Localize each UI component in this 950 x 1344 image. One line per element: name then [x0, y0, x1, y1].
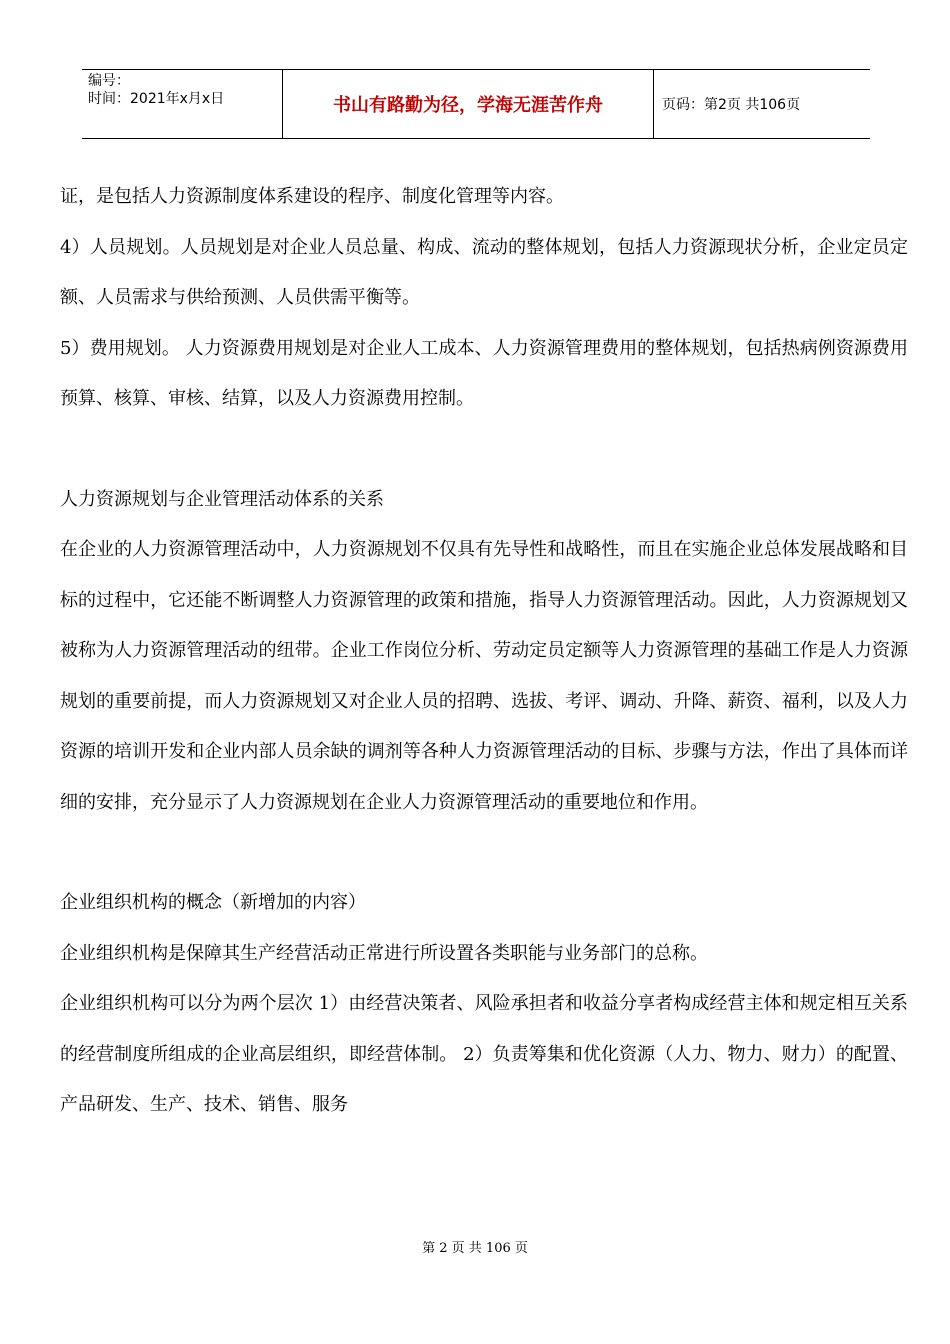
paragraph: 在企业的人力资源管理活动中，人力资源规划不仅具有先导性和战略性，而且在实施企业总体发展战略和目标的过程中，它还能不断调整人力资源管理的政策和措施，指导人力资源管理活动。因此，人力资源规划又被称为人力资源管理活动的纽带。企业工作岗位分析、劳动定员定额等人力资源管理的基础工作是人力资源规划的重要前提，而人力资源规划又对企业人员的招聘、选拔、考评、调动、升降、薪资、福利，以及人力资源的培训开发和企业内部人员余缺的调剂等各种人力资源管理活动的目标、步骤与方法，作出了具体而详细的安排，充分显示了人力资源规划在企业人力资源管理活动的重要地位和作用。 [60, 539, 908, 813]
number-label: 编号： [88, 73, 130, 89]
header-meta [82, 70, 282, 138]
spacer [60, 828, 908, 878]
date-label: 时间：2021年x月x日 [88, 91, 225, 107]
document-header [82, 69, 870, 139]
header-page-info: 页码：第2页 共106页 [662, 97, 801, 113]
paragraph: 企业组织机构是保障其生产经营活动正常进行所设置各类职能与业务部门的总称。 [60, 942, 708, 964]
paragraph: 4）人员规划。人员规划是对企业人员总量、构成、流动的整体规划，包括人力资源现状分析，企业定员定额、人员需求与供给预测、人员供需平衡等。 [60, 236, 908, 308]
page-footer: 第 2 页 共 106 页 [422, 1241, 528, 1256]
section-heading: 人力资源规划与企业管理活动体系的关系 [60, 488, 384, 510]
spacer [60, 425, 908, 475]
section-heading: 企业组织机构的概念（新增加的内容） [60, 892, 366, 913]
header-motto: 书山有路勤为径，学海无涯苦作舟 [282, 70, 654, 138]
paragraph: 企业组织机构可以分为两个层次 1）由经营决策者、风险承担者和收益分享者构成经营主体和规定相互关系的经营制度所组成的企业高层组织，即经营体制。 2）负责筹集和优化资源（人力、物力、财力）的配置、产品研发、生产、技术、销售、服务 [60, 993, 908, 1115]
paragraph: 证，是包括人力资源制度体系建设的程序、制度化管理等内容。 [60, 186, 564, 207]
paragraph: 5）费用规划。 人力资源费用规划是对企业人工成本、人力资源管理费用的整体规划，包括热病例资源费用预算、核算、审核、结算，以及人力资源费用控制。 [60, 337, 908, 409]
document-body [60, 172, 908, 1131]
